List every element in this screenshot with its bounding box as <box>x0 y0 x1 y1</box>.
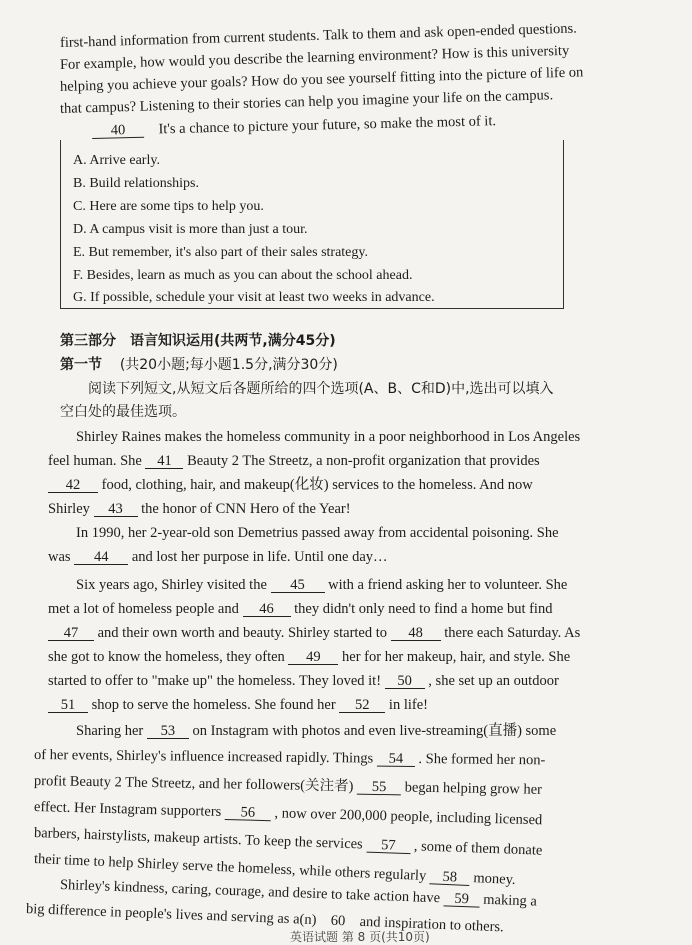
section-heading <box>60 356 338 374</box>
cloze-text: and inspiration to others. <box>359 913 505 936</box>
cloze-text: ) <box>348 778 354 795</box>
part-title: 第三部分 语言知识运用(共两节,满分45分) <box>60 333 336 349</box>
instruction-line: 空白处的最佳选项。 <box>60 404 186 420</box>
cloze-line <box>76 576 567 594</box>
blank-44: 44 <box>74 550 128 565</box>
cloze-line <box>48 500 351 518</box>
cloze-text: ) services to the homeless. And now <box>323 477 533 493</box>
cloze-text: was <box>48 549 71 565</box>
sub-desc: (共20小题;每小题1.5分,满分30分) <box>119 357 338 373</box>
cloze-text: Shirley <box>48 501 90 517</box>
cloze-text: Sharing her <box>76 723 144 739</box>
cloze-line <box>48 548 388 566</box>
blank-54: 54 <box>377 752 415 767</box>
blank-56: 56 <box>225 805 271 821</box>
cloze-text: Six years ago, Shirley visited the <box>76 577 267 593</box>
cloze-text: of her events, Shirley's influence increased rapidly. Things <box>33 747 374 767</box>
cloze-text: they didn't only need to find a home but find <box>294 601 553 617</box>
cloze-text: making a <box>483 891 538 910</box>
cloze-text: their time to help Shirley serve the homeless, while others regularly <box>33 851 427 885</box>
cloze-text: the honor of CNN Hero of the Year! <box>141 501 351 517</box>
cloze-text: met a lot of homeless people and <box>48 601 239 617</box>
cloze-line <box>48 696 428 714</box>
blank-43: 43 <box>94 502 138 517</box>
option-c: C. Here are some tips to help you. <box>73 199 264 214</box>
cloze-text: began helping grow her <box>404 779 543 798</box>
blank-60: 60 <box>330 912 346 930</box>
cloze-line <box>48 624 580 642</box>
cloze-text: shop to serve the homeless. She found her <box>91 697 336 713</box>
cloze-line: In 1990, her 2-year-old son Demetrius passed away from accidental poisoning. She <box>76 525 559 541</box>
cloze-text: , now over 200,000 people, including licensed <box>274 805 543 829</box>
blank-46: 46 <box>243 602 291 617</box>
passage-line-q40 <box>92 112 496 140</box>
instruction-line: 阅读下列短文,从短文后各题所给的四个选项(A、B、C和D)中,选出可以填入 <box>88 381 554 397</box>
blank-52: 52 <box>339 698 385 713</box>
cloze-text: effect. Her Instagram supporters <box>33 799 222 820</box>
option-d: D. A campus visit is more than just a tour. <box>73 222 308 237</box>
cloze-text: with a friend asking her to volunteer. She <box>328 577 568 593</box>
cloze-text: her for her makeup, hair, and style. She <box>342 649 571 665</box>
cloze-text: food, clothing, hair, and makeup( <box>101 477 295 493</box>
cloze-text: big difference in people's lives and serving as a(n) <box>25 901 317 929</box>
blank-57: 57 <box>366 838 410 855</box>
cloze-text-cn: 关注者 <box>304 777 349 795</box>
blank-55: 55 <box>357 780 401 796</box>
cloze-line <box>34 746 546 769</box>
option-b: B. Build relationships. <box>73 176 199 191</box>
cloze-line <box>34 798 543 829</box>
cloze-text: and their own worth and beauty. Shirley started to <box>97 625 388 641</box>
blank-47: 47 <box>48 626 94 641</box>
blank-45: 45 <box>271 578 325 593</box>
option-a: A. Arrive early. <box>73 153 160 168</box>
cloze-text: and lost her purpose in life. Until one day… <box>131 549 388 565</box>
cloze-line <box>48 672 559 690</box>
cloze-line <box>48 476 533 494</box>
cloze-line <box>48 648 570 666</box>
blank-51: 51 <box>48 698 88 713</box>
cloze-line <box>76 722 556 740</box>
passage-line: helping you achieve your goals? How do you see yourself fitting into the picture of life on <box>59 64 584 95</box>
blank-41: 41 <box>145 454 183 469</box>
option-f: F. Besides, learn as much as you can about the school ahead. <box>73 268 413 283</box>
cloze-text: , she set up an outdoor <box>428 673 559 689</box>
cloze-line <box>34 772 542 799</box>
blank-40: 40 <box>92 123 144 139</box>
cloze-line: Shirley Raines makes the homeless community in a poor neighborhood in Los Angeles <box>76 429 581 445</box>
sub-title: 第一节 <box>60 357 102 373</box>
blank-42: 42 <box>48 478 98 493</box>
cloze-text: she got to know the homeless, they often <box>48 649 285 665</box>
cloze-line <box>48 452 540 470</box>
option-e: E. But remember, it's also part of their sales strategy. <box>73 245 368 260</box>
cloze-text: there each Saturday. As <box>444 625 581 641</box>
passage-line: that campus? Listening to their stories can help you imagine your life on the campus. <box>59 87 554 117</box>
cloze-text: barbers, hairstylists, makeup artists. To keep the services <box>33 825 364 853</box>
cloze-text: started to offer to "make up" the homeless. They loved it! <box>48 673 382 689</box>
blank-53: 53 <box>147 724 189 739</box>
cloze-text: in life! <box>388 697 428 713</box>
blank-48: 48 <box>391 626 441 641</box>
cloze-line <box>48 600 552 618</box>
cloze-text-cn: 化妆 <box>294 477 324 493</box>
blank-50: 50 <box>385 674 425 689</box>
cloze-text: on Instagram with photos and even live-streaming( <box>192 723 489 739</box>
cloze-text: profit Beauty 2 The Streetz, and her followers( <box>33 773 306 794</box>
cloze-text: , some of them donate <box>413 838 543 859</box>
page-footer: 英语试题 第 8 页(共10页) <box>290 930 430 944</box>
blank-59: 59 <box>443 891 480 907</box>
cloze-text: . She formed her non- <box>418 751 546 769</box>
passage-line: first-hand information from current students. Talk to them and ask open-ended questions. <box>59 20 578 51</box>
cloze-text-cn: 直播 <box>488 723 518 739</box>
cloze-text: money. <box>473 870 516 889</box>
option-g: G. If possible, schedule your visit at least two weeks in advance. <box>73 290 435 305</box>
passage-text: It's a chance to picture your future, so make the most of it. <box>158 113 497 138</box>
cloze-text: feel human. She <box>48 453 142 469</box>
cloze-text: Shirley's kindness, caring, courage, and desire to take action have <box>59 877 441 907</box>
blank-58: 58 <box>430 869 471 886</box>
cloze-text: ) some <box>517 723 557 739</box>
passage-line: For example, how would you describe the learning environment? How is this university <box>59 42 570 73</box>
cloze-text: Beauty 2 The Streetz, a non-profit organization that provides <box>187 453 540 469</box>
blank-49: 49 <box>288 650 338 665</box>
